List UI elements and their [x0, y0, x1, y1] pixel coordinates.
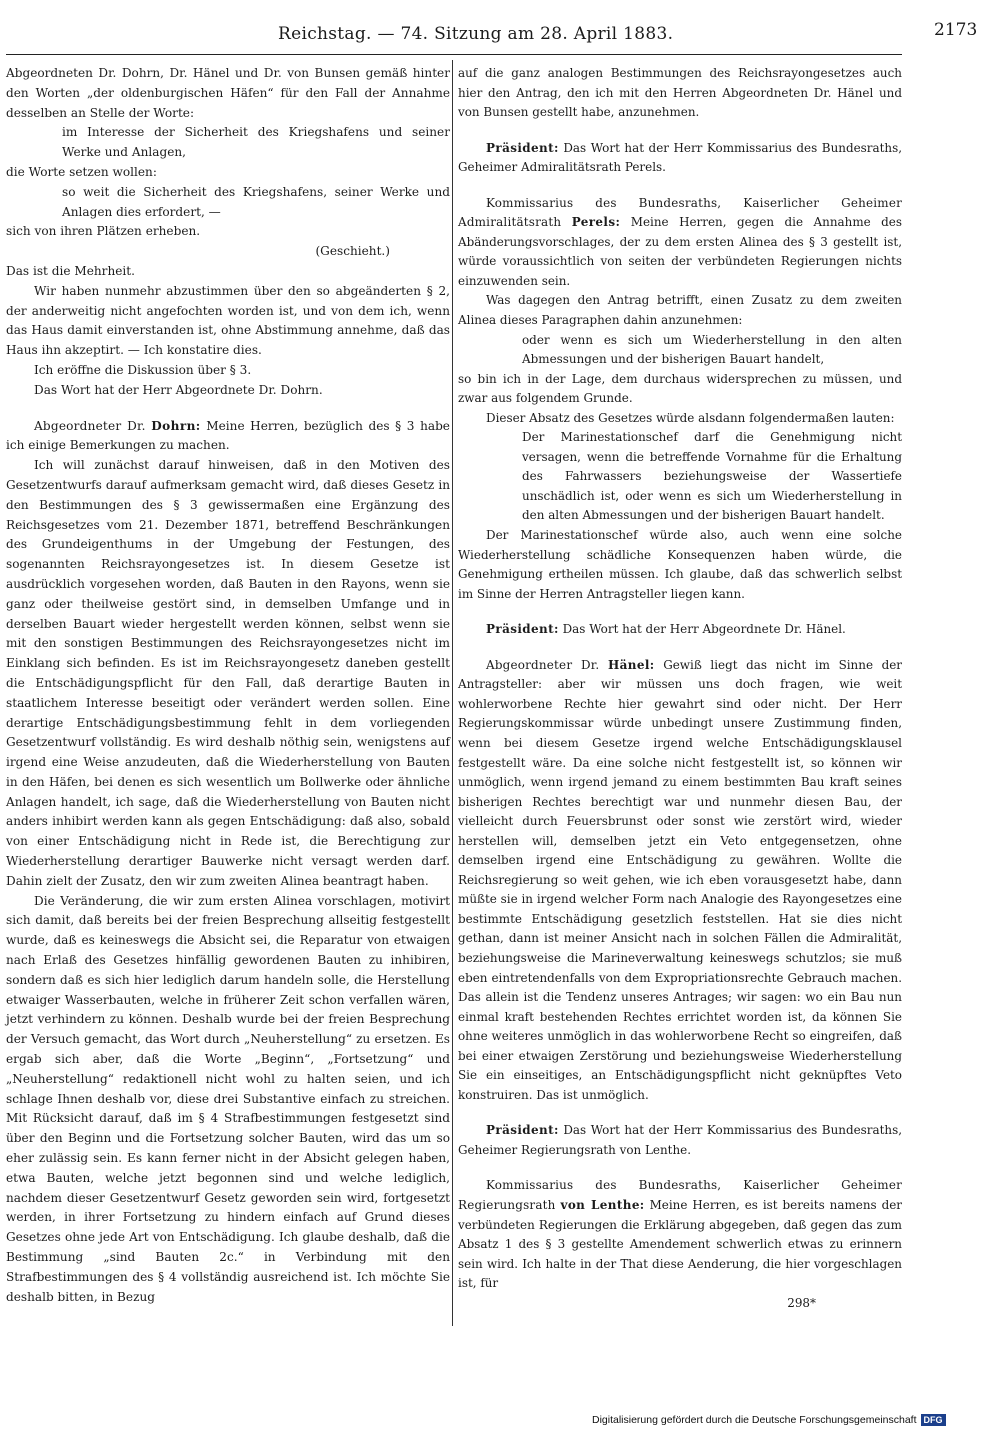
paragraph: Wir haben nunmehr abzustimmen über den so abgeänderten § 2, der anderweitig nicht angefochten worden ist, und von dem ich, wenn das Haus damit einverstanden ist, ohne Abstimmung annehme, daß das Haus ihn akzeptirt. — Ich konstatire dies. [6, 283, 450, 358]
speech-paragraph [458, 194, 902, 292]
speech-text: Meine Herren, es ist bereits namens der verbündeten Regierungen die Erklärung abgegeben, daß gegen das zum Absatz 1 des § 3 gestellte Amendement schwerlich etwas zu erinnern sein wird. Ich halte in der That diese Aenderung, die hier vorgeschlagen ist, für [458, 1197, 903, 1291]
speaker-name: von Lenthe: [560, 1197, 645, 1212]
paragraph: Dieser Absatz des Gesetzes würde alsdann folgendermaßen lauten: [486, 410, 895, 425]
speaker-label: Abgeordneter Dr. [486, 657, 600, 672]
speech-text: Das Wort hat der Herr Kommissarius des Bundesraths, Geheimer Regierungsrath von Lenthe. [458, 1123, 903, 1157]
paragraph: Abgeordneten Dr. Dohrn, Dr. Hänel und Dr. von Bunsen gemäß hinter den Worten „der oldenburgischen Häfen“ für den Fall der Annahme desselben an Stelle der Worte: [6, 66, 450, 120]
speaker-label: Abgeordneter Dr. [34, 418, 146, 433]
quote: oder wenn es sich um Wiederherstellung in den alten Abmessungen und der bisherigen Bauart handelt, [522, 332, 902, 367]
stage-direction: (Geschieht.) [315, 244, 390, 259]
speaker-name: Präsident: [486, 622, 559, 637]
speaker-name: Hänel: [607, 657, 655, 672]
speaker-name: Perels: [571, 215, 621, 230]
paragraph: Ich eröffne die Diskussion über § 3. [34, 362, 252, 377]
speech-paragraph [6, 417, 450, 457]
paragraph: Was dagegen den Antrag betrifft, einen Zusatz zu dem zweiten Alinea dieses Paragraphen dahin anzunehmen: [458, 293, 902, 328]
speech-paragraph [458, 1176, 902, 1293]
dfg-logo: DFG [921, 1414, 946, 1426]
speaker-label: Kommissarius des Bundesraths, Kaiserlicher Geheimer Regierungsrath [458, 1178, 902, 1212]
paragraph: Das ist die Mehrheit. [6, 263, 135, 278]
speech-text: Das Wort hat der Herr Kommissarius des Bundesraths, Geheimer Admiralitätsrath Perels. [458, 140, 903, 175]
quote: so weit die Sicherheit des Kriegshafens, seiner Werke und Anlagen dies erfordert, — [62, 184, 450, 219]
signature-mark: 298* [787, 1295, 816, 1310]
speech-text: Meine Herren, gegen die Annahme des Abänderungsvorschlages, der zu dem ersten Alinea des § 3 gestellt ist, würde voraussichtlich von seiten der verbündeten Regierungen nichts einzuwenden sein. [458, 215, 903, 288]
header-rule [6, 54, 902, 55]
speaker-name: Präsident: [486, 140, 559, 155]
paragraph: Der Marinestationschef würde also, auch wenn eine solche Wiederherstellung schädliche Konsequenzen haben würde, die Genehmigung ertheilen müssen. Ich glaube, daß das schwerlich selbst im Sinne der Herren Antragsteller liegen kann. [458, 528, 902, 601]
right-column [458, 64, 902, 1313]
speaker-name: Dohrn: [151, 418, 201, 433]
footer-text: Digitalisierung gefördert durch die Deutsche Forschungsgemeinschaft [592, 1414, 917, 1426]
speaker-label: Kommissarius des Bundesraths, Kaiserlicher Geheimer Admiralitätsrath [458, 195, 902, 230]
speech-paragraph [458, 139, 902, 178]
paragraph: auf die ganz analogen Bestimmungen des Reichsrayongesetzes auch hier den Antrag, den ich mit den Herren Abgeordneten Dr. Hänel und von Bunsen gestellt habe, anzunehmen. [458, 66, 902, 120]
paragraph: Die Veränderung, die wir zum ersten Alinea vorschlagen, motivirt sich damit, daß bereits bei der freien Besprechung allseitig festgestellt wurde, daß es keineswegs die Absicht sei, die Reparatur von etwaigen nach Erlaß des Gesetzes hinfällig gewordenen Bauten zu inhibiren, sondern daß es sich hier lediglich darum handeln solle, die Herstellung etwaiger Wasserbauten, welche in früherer Zeit schon verfallen wären, jetzt verhindern zu können. Deshalb wurde bei der freien Besprechung der Versuch gemacht, das Wort durch „Neuherstellung“ zu ersetzen. Es ergab sich aber, daß die Worte „Beginn“, „Fortsetzung“ und „Neuherstellung“ redaktionell nicht wohl zu halten seien, und ich schlage Ihnen deshalb vor, diese drei Substantive einfach zu streichen. Mit Rücksicht darauf, daß im § 4 Strafbestimmungen festgesetzt sind über den Beginn und die Fortsetzung solcher Bauten, wird das um so eher zulässig sein. Es kann ferner nicht in der Absicht gelegen haben, etwa Bauten, welche jetzt begonnen sind und welche lediglich, nachdem dieser Gesetzentwurf Gesetz geworden sein wird, fortgesetzt werden, in ihrer Fortsetzung zu hindern einfach auf Grund dieses Gesetzes ohne jede Art von Entschädigung. Ich glaube deshalb, daß die Bestimmung „sind Bauten 2c.“ in Verbindung mit den Strafbestimmungen des § 4 vollständig ausreichend ist. Ich möchte Sie deshalb bitten, in Bezug [6, 893, 450, 1304]
speech-text: Meine Herren, bezüglich des § 3 habe ich einige Bemerkungen zu machen. [6, 418, 450, 453]
speaker-name: Präsident: [486, 1123, 559, 1138]
column-divider [452, 60, 453, 1326]
paragraph: Das Wort hat der Herr Abgeordnete Dr. Dohrn. [34, 382, 323, 397]
quote: Der Marinestationschef darf die Genehmigung nicht versagen, wenn die betreffende Vornahme für die Erhaltung des Fahrwassers beziehungsweise der Wassertiefe unschädlich ist, oder wenn es sich um Wiederherstellung in den alten Abmessungen und der bisherigen Bauart handelt. [522, 430, 902, 523]
paragraph: so bin ich in der Lage, dem durchaus widersprechen zu müssen, und zwar aus folgendem Grunde. [458, 371, 902, 406]
speech-paragraph [458, 656, 902, 1106]
paragraph: sich von ihren Plätzen erheben. [6, 224, 201, 239]
paragraph: die Worte setzen wollen: [6, 164, 157, 179]
page-header [0, 18, 1000, 48]
left-column [6, 64, 450, 1307]
speech-paragraph [458, 1121, 902, 1160]
speech-text: Das Wort hat der Herr Abgeordnete Dr. Hänel. [562, 622, 846, 637]
paragraph: Ich will zunächst darauf hinweisen, daß in den Motiven des Gesetzentwurfs darauf aufmerksam gemacht wird, daß dieses Gesetz in den Bestimmungen des § 3 gewissermaßen eine Ergänzung des Reichsgesetzes vom 21. Dezember 1871, betreffend Beschränkungen des Grundeigenthums in der Umgebung der Festungen, des sogenannten Reichsrayongesetzes ist. In diesem Gesetze ist ausdrücklich vorgesehen worden, daß Bauten in den Rayons, wenn sie ganz oder theilweise gestört sind, in demselben Umfange und in derselben Bauart wieder hergestellt werden können, selbst wenn sie mit den sonstigen Bestimmungen des Reichsrayongesetzes nicht im Einklang sich befinden. Es ist im Reichsrayongesetz daneben gestellt die Entschädigungspflicht für den Fall, daß derartige Bauten in staatlichem Interesse beseitigt oder verändert werden sollen. Eine derartige Entschädigungsbestimmung fehlt in dem vorliegenden Gesetzentwurf vollständig. Es wird deshalb nöthig sein, wenigstens auf irgend eine Weise anzudeuten, daß die Wiederherstellung von Bauten in den Häfen, bei denen es sich wesentlich um Bollwerke oder ähnliche Anlagen handelt, ich sage, daß die Wiederherstellung von Bauten nicht anders inhibirt werden kann als gegen Entschädigung: daß also, sobald von einer Entschädigung nicht in Rede ist, die Berechtigung zur Wiederherstellung derartiger Bauwerke nicht versagt werden darf. Dahin zielt der Zusatz, den wir zum zweiten Alinea beantragt haben. [6, 458, 450, 888]
page-number: 2173 [934, 20, 978, 40]
quote: im Interesse der Sicherheit des Kriegshafens und seiner Werke und Anlagen, [62, 125, 450, 160]
speech-paragraph [458, 620, 902, 640]
speech-text: Gewiß liegt das nicht im Sinne der Antragsteller: aber wir müssen uns doch fragen, wie weit wohlerworbene Rechte hier gewahrt sind oder nicht. Der Herr Regierungskommissar würde unbedingt unsere Zustimmung finden, wenn bei diesem Gesetze irgend welche Entschädigungsklausel festgestellt wäre. Da eine solche nicht festgestellt ist, so können wir unmöglich, wenn irgend jemand zu einem bestimmten Bau kraft seines bisherigen Rechtes berechtigt war und nunmehr diesen Bau, der vielleicht durch Feuersbrunst oder sonst wie zerstört wird, wieder herstellen will, demselben jetzt ein Veto entgegensetzen, ohne demselben irgend eine Entschädigung zu gewähren. Wollte die Reichsregierung so weit gehen, wie ich eben vorausgesetzt habe, dann müßte sie in irgend welcher Form nach Analogie des Rayongesetzes eine bestimmte Entschädigung gesetzlich feststellen. Hat sie dies nicht gethan, dann ist meiner Ansicht nach in solchen Fällen die Admiralität, beziehungsweise die Marineverwaltung keineswegs schutzlos; sie muß eben eintretendenfalls von dem Expropriationsrechte Gebrauch machen. Das allein ist die Tendenz unseres Antrages; wir sagen: wo ein Bau nun einmal kraft bestehenden Rechtes errichtet worden ist, da können Sie ohne weiteres unmöglich in das wohlerworbene Recht so eingreifen, daß bei einer etwaigen Zerstörung und beziehungsweise Wiederherstellung Sie ein einseitiges, an Entschädigungspflicht nicht geknüpftes Veto konstruiren. Das ist unmöglich. [458, 657, 902, 1102]
running-title: Reichstag. — 74. Sitzung am 28. April 1883. [278, 24, 674, 44]
footer-credit [592, 1414, 946, 1426]
